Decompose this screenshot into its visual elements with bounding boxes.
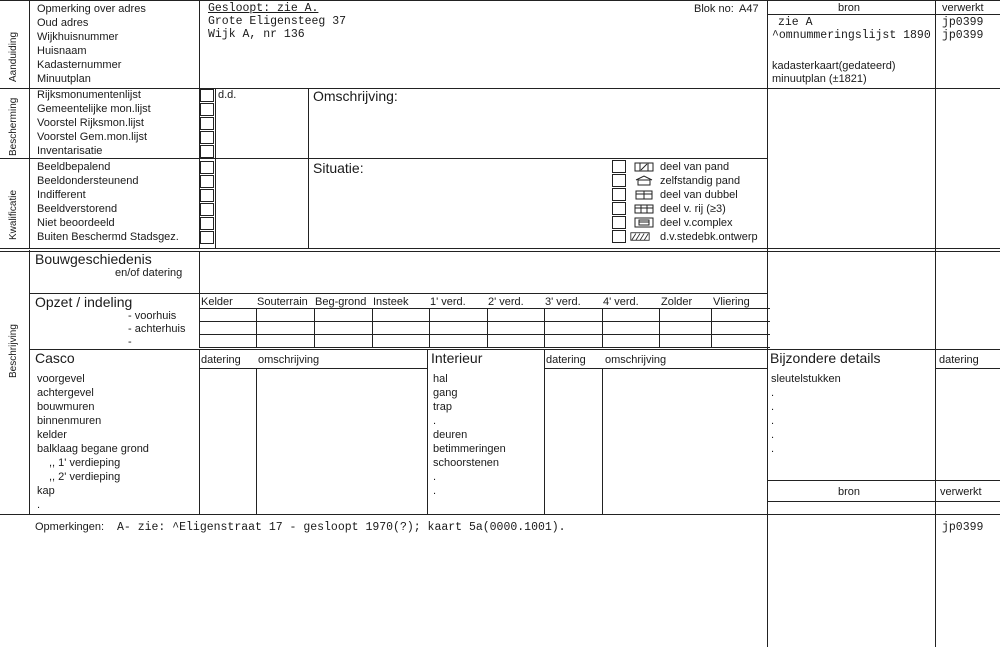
checkbox-voorstel-rijksmon[interactable] [200, 117, 214, 130]
interieur-item: . [433, 485, 437, 497]
bescherming-labels [37, 88, 151, 158]
option-deel-van-dubbel: deel van dubbel [660, 189, 738, 201]
bijzondere-item: . [771, 443, 775, 455]
situatie-option-labels [660, 160, 758, 244]
option-deel-v-complex: deel v.complex [660, 217, 733, 229]
col-zolder: Zolder [661, 296, 693, 308]
verwerkt-entry-1: jp0399 [942, 16, 984, 29]
checkbox-beeldbepalend[interactable] [200, 161, 214, 174]
blok-label: Blok no: [694, 3, 734, 15]
col-3-verd: 3' verd. [545, 296, 581, 308]
interieur-title: Interieur [431, 350, 483, 366]
bijzondere-datering-header: datering [939, 354, 979, 366]
option-deel-v-rij: deel v. rij (≥3) [660, 203, 726, 215]
label-indifferent: Indifferent [37, 189, 86, 201]
label-opmerking-adres: Opmerking over adres [37, 3, 146, 15]
opmerkingen-text: A- zie: ^Eligenstraat 17 - gesloopt 1970(?); kaart 5a(0000.1001). [117, 521, 566, 534]
bouwgeschiedenis-title: Bouwgeschiedenis [35, 251, 152, 267]
col-1-verd: 1' verd. [430, 296, 466, 308]
checkbox-gemeentelijke[interactable] [200, 103, 214, 116]
label-voorstel-gem-mon-lijst: Voorstel Gem.mon.lijst [37, 131, 148, 143]
casco-item: ,, 1' verdieping [49, 457, 121, 469]
bottom-verwerkt-header: verwerkt [940, 486, 982, 498]
blok-value: A47 [739, 3, 759, 15]
checkbox-deel-v-rij[interactable] [612, 202, 626, 215]
opmerkingen-verwerkt: jp0399 [942, 521, 984, 534]
bron-entry-1: zie A [778, 16, 813, 29]
verwerkt-header: verwerkt [942, 2, 984, 14]
interieur-omschrijving-header: omschrijving [605, 354, 667, 366]
interieur-item: gang [433, 387, 458, 399]
bijzondere-items [771, 372, 841, 456]
col-beg-grond: Beg-grond [315, 296, 367, 308]
bron-header: bron [838, 2, 861, 14]
bijzondere-item: . [771, 415, 775, 427]
checkbox-zelfstandig-pand[interactable] [612, 174, 626, 187]
complex-icon [634, 217, 654, 228]
label-wijkhuisnummer: Wijkhuisnummer [37, 31, 119, 43]
verwerkt-entries [942, 16, 983, 42]
opzet-title: Opzet / indeling [35, 294, 133, 310]
label-voorstel-rijksmon-lijst: Voorstel Rijksmon.lijst [37, 117, 144, 129]
checkbox-niet-beoordeeld[interactable] [200, 217, 214, 230]
interieur-item: schoorstenen [433, 457, 500, 469]
bron-entries [772, 16, 931, 42]
opzet-row-empty: - [128, 336, 132, 348]
casco-item: . [37, 499, 41, 511]
bron-extra [772, 60, 896, 86]
col-vliering: Vliering [713, 296, 750, 308]
section-label-beschrijving: Beschrijving [8, 324, 19, 378]
interieur-items [433, 372, 506, 498]
interieur-item: hal [433, 373, 448, 385]
opzet-row-voorhuis: - voorhuis [128, 310, 177, 322]
interieur-item: betimmeringen [433, 443, 506, 455]
label-niet-beoordeeld: Niet beoordeeld [37, 217, 115, 229]
value-wijkhuisnummer: Wijk A, nr 136 [208, 28, 305, 41]
checkbox-beeldondersteunend[interactable] [200, 175, 214, 188]
label-rijksmonumentenlijst: Rijksmonumentenlijst [37, 89, 141, 101]
omschrijving-label: Omschrijving: [313, 88, 398, 104]
value-oud-adres: Grote Eligensteeg 37 [208, 15, 347, 28]
row-house-icon [634, 203, 654, 214]
interieur-datering-header: datering [546, 354, 586, 366]
dd-label: d.d. [218, 89, 237, 101]
label-kadasternummer: Kadasternummer [37, 59, 122, 71]
situatie-label: Situatie: [313, 160, 364, 176]
bijzondere-item: sleutelstukken [771, 373, 841, 385]
casco-item: kelder [37, 429, 67, 441]
casco-item: ,, 2' verdieping [49, 471, 121, 483]
checkbox-inventarisatie[interactable] [200, 145, 214, 158]
bijzondere-item: . [771, 429, 775, 441]
checkbox-buiten-beschermd[interactable] [200, 231, 214, 244]
label-inventarisatie: Inventarisatie [37, 145, 103, 157]
option-stedebk-ontwerp: d.v.stedebk.ontwerp [660, 231, 758, 243]
urban-design-icon [630, 231, 650, 242]
casco-items [37, 372, 149, 512]
label-oud-adres: Oud adres [37, 17, 89, 29]
checkbox-deel-van-dubbel[interactable] [612, 188, 626, 201]
option-zelfstandig-pand: zelfstandig pand [660, 175, 741, 187]
checkbox-stedebk-ontwerp[interactable] [612, 230, 626, 243]
section-label-bescherming: Bescherming [8, 97, 19, 156]
bottom-bron-header: bron [838, 486, 861, 498]
semi-detached-icon [634, 189, 654, 200]
col-souterrain: Souterrain [257, 296, 308, 308]
casco-item: balklaag begane grond [37, 443, 149, 455]
checkbox-deel-v-complex[interactable] [612, 216, 626, 229]
label-beeldbepalend: Beeldbepalend [37, 161, 111, 173]
col-insteek: Insteek [373, 296, 409, 308]
casco-omschrijving-header: omschrijving [258, 354, 320, 366]
interieur-item: . [433, 471, 437, 483]
casco-item: kap [37, 485, 55, 497]
bron-minuutplan: minuutplan (±1821) [772, 73, 867, 85]
aanduiding-labels [37, 2, 146, 86]
casco-item: bouwmuren [37, 401, 95, 413]
verwerkt-entry-2: jp0399 [942, 29, 984, 42]
col-2-verd: 2' verd. [488, 296, 524, 308]
interieur-item: deuren [433, 429, 468, 441]
col-4-verd: 4' verd. [603, 296, 639, 308]
label-minuutplan: Minuutplan [37, 73, 91, 85]
bijzondere-item: . [771, 401, 775, 413]
kwalificatie-labels [37, 160, 179, 244]
bouwgeschiedenis-subtitle: en/of datering [115, 267, 183, 279]
opmerkingen-label: Opmerkingen: [35, 521, 105, 533]
label-beeldverstorend: Beeldverstorend [37, 203, 118, 215]
checkbox-beeldverstorend[interactable] [200, 203, 214, 216]
checkbox-voorstel-gem[interactable] [200, 131, 214, 144]
casco-item: binnenmuren [37, 415, 102, 427]
bijzondere-title: Bijzondere details [770, 350, 881, 366]
option-deel-van-pand: deel van pand [660, 161, 730, 173]
label-beeldondersteunend: Beeldondersteunend [37, 175, 139, 187]
part-of-building-icon [634, 161, 654, 172]
bron-entry-2: ^omnummeringslijst 1890 [772, 29, 931, 42]
col-kelder: Kelder [201, 296, 233, 308]
label-huisnaam: Huisnaam [37, 45, 87, 57]
checkbox-rijksmonumentenlijst[interactable] [200, 89, 214, 102]
bron-kadasterkaart: kadasterkaart(gedateerd) [772, 60, 896, 72]
checkbox-indifferent[interactable] [200, 189, 214, 202]
interieur-item: trap [433, 401, 452, 413]
casco-item: voorgevel [37, 373, 85, 385]
label-buiten-beschermd: Buiten Beschermd Stadsgez. [37, 231, 179, 243]
interieur-item: . [433, 415, 437, 427]
section-label-kwalificatie: Kwalificatie [8, 189, 19, 240]
standalone-building-icon [634, 175, 654, 186]
checkbox-deel-van-pand[interactable] [612, 160, 626, 173]
opzet-row-achterhuis: - achterhuis [128, 323, 186, 335]
bijzondere-item: . [771, 387, 775, 399]
casco-datering-header: datering [201, 354, 241, 366]
casco-title: Casco [35, 350, 75, 366]
value-opmerking-adres: Gesloopt: zie A. [208, 2, 319, 15]
casco-item: achtergevel [37, 387, 94, 399]
section-label-aanduiding: Aanduiding [8, 31, 19, 82]
aanduiding-values [208, 2, 346, 41]
label-gemeentelijke-mon-lijst: Gemeentelijke mon.lijst [37, 103, 151, 115]
